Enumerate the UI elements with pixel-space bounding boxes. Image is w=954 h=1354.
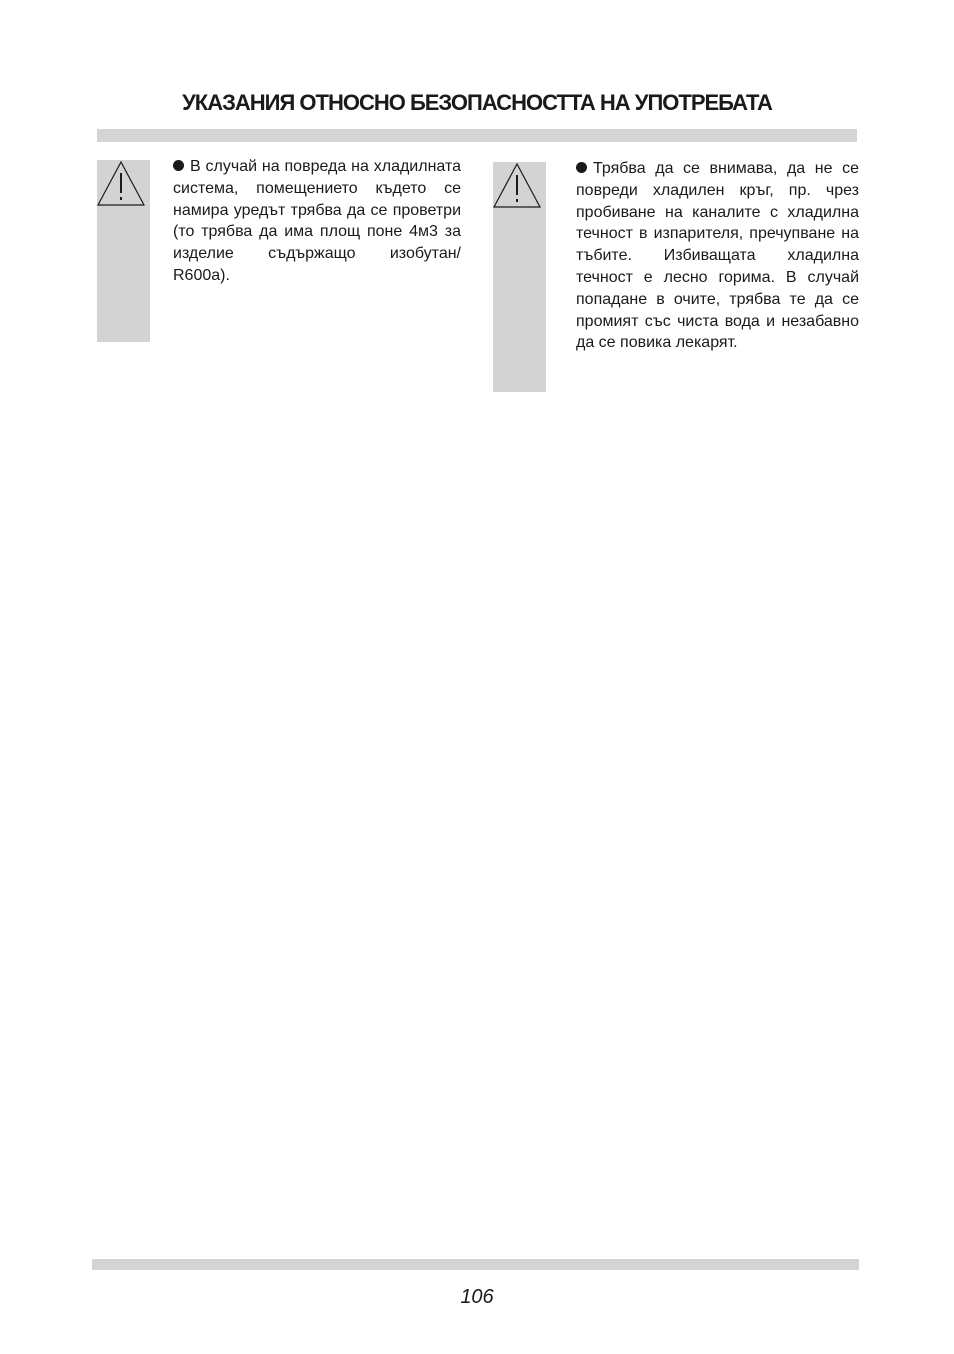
safety-note-2 bbox=[576, 158, 859, 354]
footer-divider bbox=[92, 1259, 859, 1270]
safety-note-1 bbox=[173, 156, 461, 287]
bullet-icon bbox=[576, 162, 587, 173]
bullet-icon bbox=[173, 160, 184, 171]
header-divider bbox=[97, 129, 857, 142]
page-number: 106 bbox=[460, 1286, 494, 1308]
warning-sidebar-left bbox=[97, 160, 150, 342]
warning-triangle-icon bbox=[493, 162, 543, 210]
warning-triangle-icon bbox=[97, 160, 147, 208]
safety-note-1-text: В случай на повреда на хладилната система, помещението където се намира уредът трябва да се проветри (то трябва да има площ поне 4м3 за изделие съдържащо изобутан/ R600a). bbox=[173, 158, 461, 284]
warning-sidebar-right bbox=[493, 162, 546, 392]
page-title: УКАЗАНИЯ ОТНОСНО БЕЗОПАСНОСТТА НА УПОТРЕБАТА bbox=[182, 90, 772, 115]
safety-note-2-text: Трябва да се внимава, да не се повреди хладилен кръг, пр. чрез пробиване на каналите с хладилна течност в изпарителя, пречупване на тъбите. Избиващата хладилна течност е лесно горима. В случай попадане в очите, трябва те да се промият със чиста вода и незабавно да се повика лекарят. bbox=[576, 160, 859, 352]
